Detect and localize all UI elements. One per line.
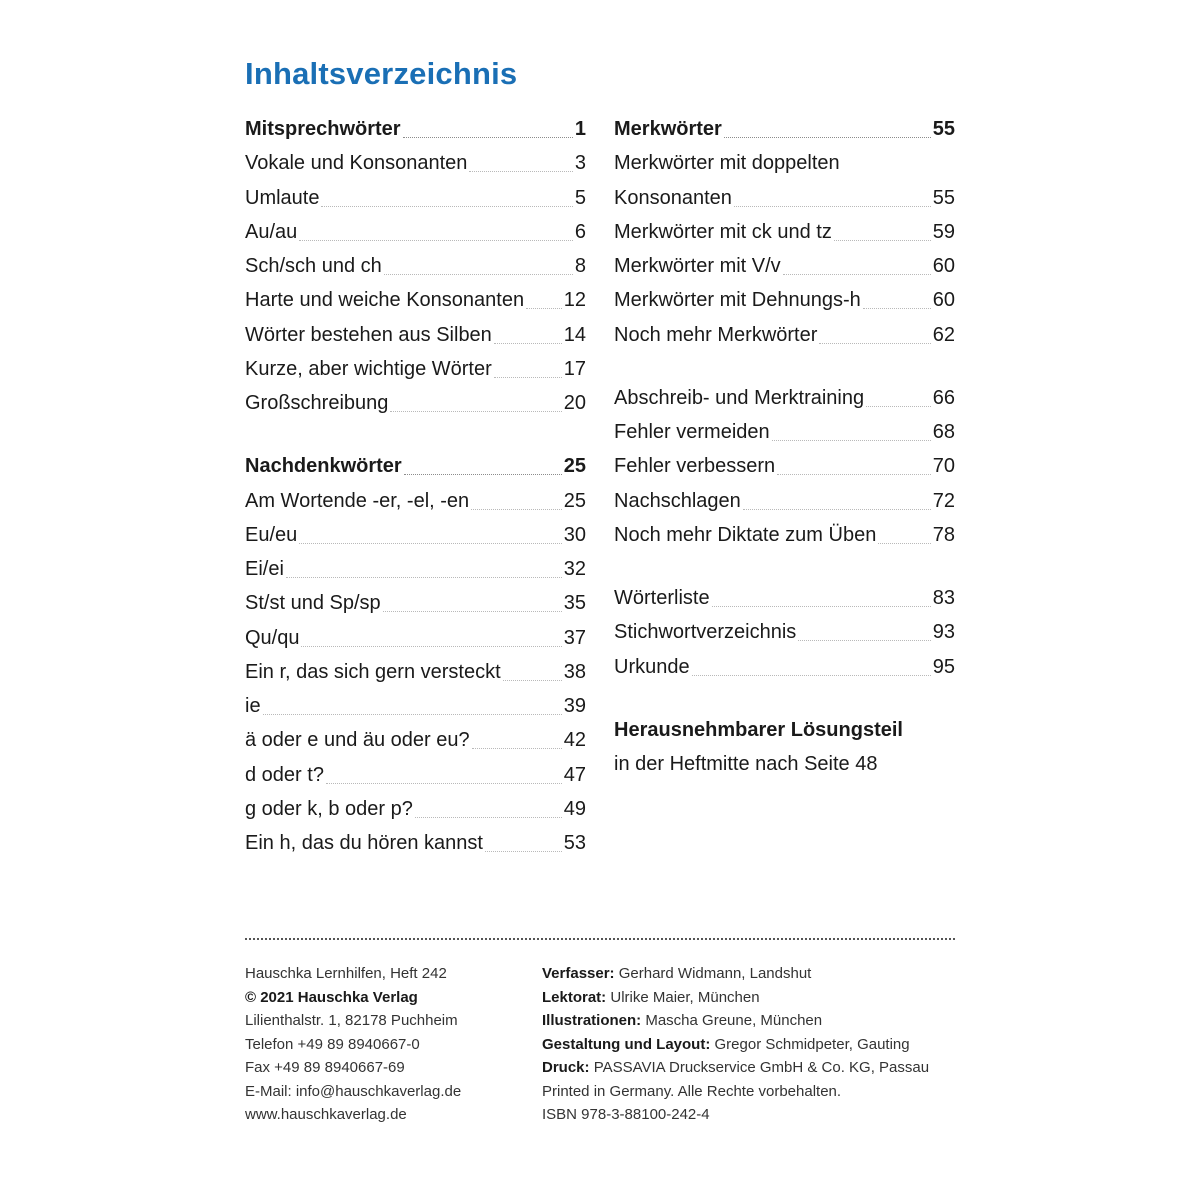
toc-entry-page: 55 [932,186,955,209]
toc-dot-leader [878,542,930,544]
toc-entry-title: Eu/eu [245,523,298,546]
imprint-line: Hauschka Lernhilfen, Heft 242 [245,965,447,982]
toc-entry [614,313,955,347]
toc-dot-leader [712,605,931,607]
imprint-line: Lilienthalstr. 1, 82178 Puchheim [245,1012,458,1029]
toc-entry-page: 35 [563,592,586,615]
toc-entry-page: 39 [563,695,586,717]
imprint-credit-label: Druck: [542,1059,590,1076]
toc-entry-page: 66 [932,386,955,409]
toc-entry-title: Merkwörter [614,118,722,140]
toc-entry-title: Stichwortverzeichnis [614,621,797,644]
toc-entry [245,479,586,513]
toc-entry-page: 60 [932,289,955,312]
toc-entry [245,347,586,381]
toc-dot-leader [842,171,953,172]
imprint-credit-value: Gerhard Widmann, Landshut [618,965,812,982]
toc-entry [245,787,586,821]
page-title: Inhaltsverzeichnis [245,56,518,91]
toc-entry-title: Wörter bestehen aus Silben [245,323,492,346]
toc-entry-title: Vokale und Konsonanten [245,152,468,175]
toc-dot-leader [472,747,562,749]
toc-entry-title: Nachschlagen [614,489,741,512]
toc-entry [614,410,955,444]
toc-entry-title: Abschreib- und Merktraining [614,386,865,409]
imprint-credit-line [542,1009,929,1033]
loesungsteil-text: in der Heftmitte nach Seite 48 [614,753,878,775]
toc-entry-title: Wörterliste [614,587,710,609]
imprint-credit-value: Mascha Greune, München [645,1012,823,1029]
toc-entry [245,616,586,650]
toc-entry-title: Ein h, das du hören kannst [245,832,483,854]
toc-entry-page: 60 [932,255,955,277]
toc-dot-leader [286,576,562,578]
imprint-line: Telefon +49 89 8940667-0 [245,1035,420,1053]
toc-dot-leader [863,307,931,309]
imprint-publisher [245,962,461,1127]
toc-entry [614,645,955,679]
toc-entry-page: 62 [932,323,955,346]
toc-dot-leader [263,713,562,715]
toc-entry-title: Ein r, das sich gern versteckt [245,660,501,683]
toc-dot-leader [494,376,562,378]
toc-entry-page: 78 [932,523,955,546]
toc-dot-leader [743,508,931,510]
toc-entry-page: 30 [563,523,586,546]
toc-section-heading [614,107,955,141]
toc-entry [245,684,586,718]
toc-dot-leader [403,136,573,138]
imprint-credit-line [542,986,929,1010]
toc-entry-title: Nachdenkwörter [245,455,402,478]
toc-entry [245,381,586,415]
imprint-credit-value: ISBN 978-3-88100-242-4 [542,1106,710,1123]
toc-entry-page: 72 [932,489,955,512]
imprint-credit-line [542,1080,929,1104]
imprint-credits [542,962,929,1127]
toc-entry [614,376,955,410]
toc-entry [614,141,955,175]
toc-entry-page: 32 [563,558,586,580]
toc-entry-title: Umlaute [245,186,320,209]
toc-entry-page: 6 [574,220,586,243]
toc-entry-page: 55 [932,118,955,140]
toc-entry-title: Noch mehr Merkwörter [614,323,818,346]
toc-entry [245,581,586,615]
imprint-credit-value: Ulrike Maier, München [610,988,760,1006]
toc-entry-title: ä oder e und äu oder eu? [245,729,470,752]
toc-entry-title: Merkwörter mit V/v [614,255,781,277]
toc-entry [614,576,955,610]
imprint-credit-label: Lektorat: [542,988,607,1006]
toc-entry-title: Merkwörter mit Dehnungs-h [614,289,861,312]
toc-dot-leader [866,405,931,407]
toc-dot-leader [469,170,572,172]
imprint-credit-line [542,1103,929,1127]
toc-entry-title: Konsonanten [614,186,732,209]
toc-entry-page: 93 [932,621,955,644]
toc-dot-leader [783,273,931,275]
loesungsteil-heading: Herausnehmbarer Lösungsteil [614,718,903,741]
toc-entry-title: Fehler vermeiden [614,421,770,443]
toc-dot-leader [834,239,931,241]
toc-entry [245,513,586,547]
toc-entry-page: 53 [563,832,586,854]
imprint-line: E-Mail: info@hauschkaverlag.de [245,1082,462,1100]
toc-entry-page: 25 [563,455,586,478]
toc-entry-page: 3 [574,152,586,175]
imprint-credit-line [542,962,929,986]
toc-entry-title: Am Wortende -er, -el, -en [245,489,470,512]
imprint-credit-line [542,1056,929,1080]
toc-entry-title: Mitsprechwörter [245,118,401,140]
toc-section-heading [245,107,586,141]
toc-entry-title: Harte und weiche Konsonanten [245,289,525,312]
imprint-line: Fax +49 89 8940667-69 [245,1059,405,1076]
toc-entry-title: Noch mehr Diktate zum Üben [614,523,877,546]
toc-dot-leader [777,473,931,475]
toc-dot-leader [724,136,931,138]
toc-dot-leader [798,639,930,641]
toc-entry-page: 70 [932,455,955,478]
toc-entry-page: 25 [563,489,586,512]
toc-dot-leader [772,439,931,441]
toc-entry-title: d oder t? [245,763,324,786]
toc-dot-leader [485,850,562,852]
toc-entry-title: Großschreibung [245,392,389,414]
toc-dot-leader [526,307,562,309]
toc-entry [245,821,586,855]
toc-entry-page: 37 [563,626,586,649]
toc-dot-leader [819,342,930,344]
toc-entry-page: 12 [563,289,586,312]
toc-entry [614,610,955,644]
toc-entry-page: 49 [563,797,586,820]
toc-entry-title: Qu/qu [245,626,300,649]
toc-dot-leader [692,674,931,676]
toc-entry-page: 20 [563,392,586,414]
toc-entry-title: St/st und Sp/sp [245,592,381,615]
toc-entry-title: Merkwörter mit doppelten [614,152,840,175]
toc-entry-page: 47 [563,763,586,786]
toc-dot-leader [321,205,572,207]
toc-entry [614,513,955,547]
toc-entry-page: 38 [563,660,586,683]
toc-entry [614,244,955,278]
toc-entry-page: 5 [574,186,586,209]
toc-entry-title: Sch/sch und ch [245,255,382,277]
toc-dot-leader [494,342,562,344]
toc-entry [614,176,955,210]
imprint-line: www.hauschkaverlag.de [245,1106,407,1123]
toc-entry-page: 59 [932,220,955,243]
toc-dot-leader [471,508,562,510]
toc-entry [245,547,586,581]
toc-entry [245,718,586,752]
toc-dot-leader [384,273,573,275]
toc-entry-title: Merkwörter mit ck und tz [614,220,832,243]
toc-entry-title: ie [245,695,261,717]
imprint-credit-value: Gregor Schmidpeter, Gauting [714,1035,910,1053]
toc-dot-leader [734,205,931,207]
toc-entry-title: Kurze, aber wichtige Wörter [245,357,492,380]
toc-entry-page: 8 [574,255,586,277]
toc-entry-page: 42 [563,729,586,752]
toc-entry [245,210,586,244]
toc-entry [245,176,586,210]
toc-entry-title: Fehler verbessern [614,455,776,478]
toc-section-heading [245,444,586,478]
imprint-credit-value: PASSAVIA Druckservice GmbH & Co. KG, Passau [593,1059,930,1076]
imprint-credit-label: Gestaltung und Layout: [542,1035,711,1053]
imprint-credit-label: Verfasser: [542,965,615,982]
toc-dot-leader [299,239,573,241]
toc-dot-leader [503,679,562,681]
toc-dot-leader [301,645,561,647]
toc-dot-leader [383,610,562,612]
toc-entry-page: 17 [563,357,586,380]
toc-entry [245,278,586,312]
toc-entry [614,210,955,244]
dotted-separator [245,938,955,940]
toc-dot-leader [299,542,561,544]
toc-entry-page: 83 [932,587,955,609]
imprint-line: © 2021 Hauschka Verlag [245,988,418,1006]
toc-dot-leader [404,473,562,475]
toc-entry-title: g oder k, b oder p? [245,797,413,820]
toc-entry [245,244,586,278]
toc-entry [614,479,955,513]
imprint-credit-line [542,1033,929,1057]
toc-entry-title: Ei/ei [245,558,284,580]
toc-dot-leader [415,816,562,818]
toc-entry-page: 1 [574,118,586,140]
toc-entry-title: Au/au [245,220,298,243]
toc-entry [245,313,586,347]
toc-dot-leader [390,410,561,412]
imprint-credit-value: Printed in Germany. Alle Rechte vorbehalten. [542,1082,842,1100]
toc-entry [614,444,955,478]
toc-entry [245,753,586,787]
toc-entry [245,650,586,684]
toc-entry [614,278,955,312]
imprint-credit-label: Illustrationen: [542,1012,642,1029]
toc-dot-leader [326,782,562,784]
toc-entry [245,141,586,175]
toc-entry-page: 68 [932,421,955,443]
toc-entry-page: 14 [563,323,586,346]
toc-entry-title: Urkunde [614,655,690,678]
toc-entry-page: 95 [932,655,955,678]
